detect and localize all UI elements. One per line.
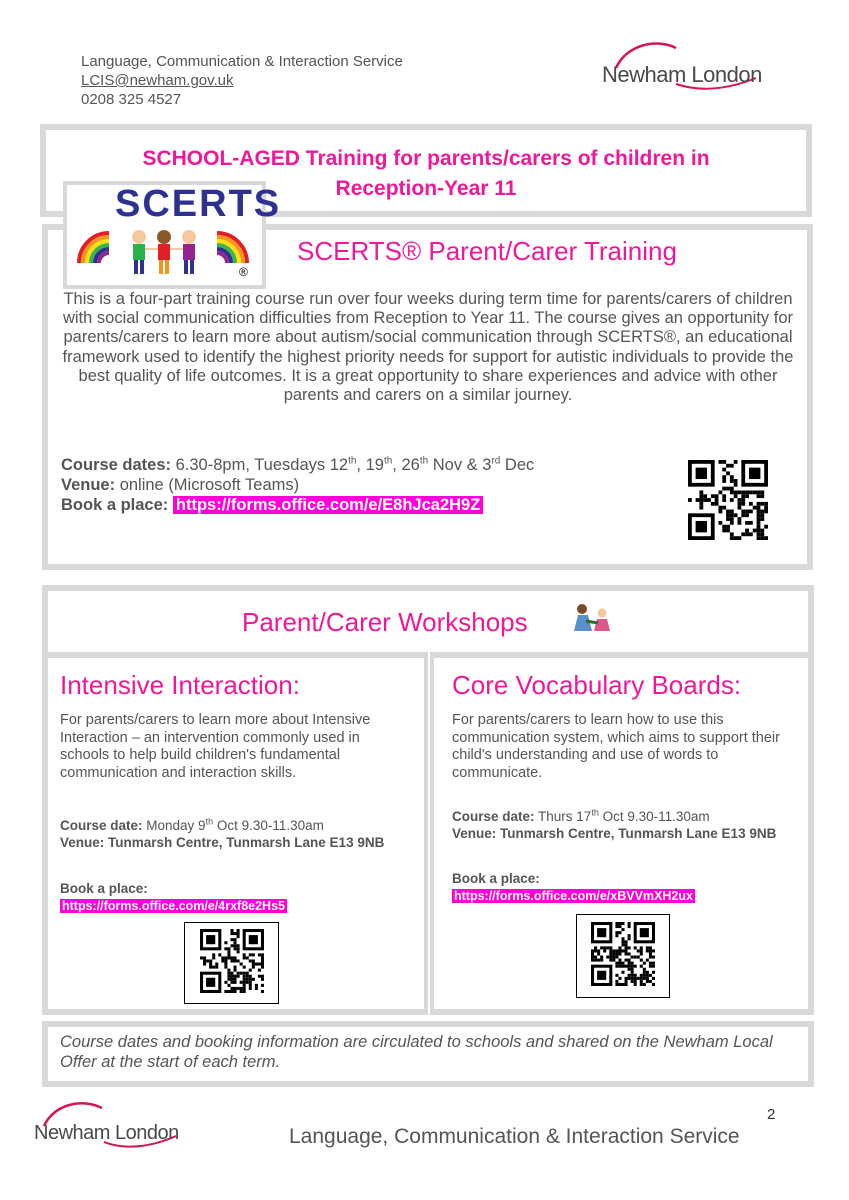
scerts-qr-code-icon[interactable] [688, 460, 768, 540]
course-dates-text: Dec [500, 456, 535, 474]
intensive-interaction-date [60, 817, 410, 834]
course-date-text: Monday 9 [142, 818, 206, 833]
intensive-interaction-booking [60, 880, 287, 915]
phone-number: 0208 325 4527 [81, 91, 182, 108]
email-link[interactable]: LCIS@newham.gov.uk [81, 72, 234, 89]
core-vocabulary-description: For parents/carers to learn how to use this communication system, which aims to support their child's understanding and use of words to communicate. [452, 712, 780, 781]
venue-text: Venue: Tunmarsh Centre, Tunmarsh Lane E13 9NB [60, 835, 385, 850]
ordinal-suffix: th [383, 455, 393, 467]
scerts-course-dates [61, 455, 534, 475]
header-contact [81, 52, 403, 109]
scerts-venue [61, 475, 534, 495]
ordinal-suffix: th [348, 455, 357, 467]
core-vocabulary-booking-link[interactable]: https://forms.office.com/e/xBVVmXH2ux [454, 889, 693, 903]
core-vocabulary-booking [452, 870, 695, 905]
core-vocabulary-venue [452, 825, 807, 842]
book-label: Book a place: [60, 881, 148, 896]
scerts-logo-text: SCERTS [115, 183, 282, 225]
newham-logo-bottom [30, 1100, 190, 1156]
scerts-course-details [61, 455, 534, 515]
course-date-text: Oct 9.30-11.30am [213, 818, 324, 833]
venue-text: Venue: Tunmarsh Centre, Tunmarsh Lane E13 9NB [452, 826, 777, 841]
logo-text: Newham London [602, 62, 762, 87]
core-vocabulary-date [452, 808, 807, 825]
ordinal-suffix: th [591, 807, 599, 818]
ordinal-suffix: th [419, 455, 429, 467]
scerts-logo [63, 181, 282, 289]
ordinal-suffix: rd [491, 455, 501, 467]
logo-text: Newham London [34, 1122, 179, 1144]
core-vocabulary-title: Core Vocabulary Boards: [452, 670, 742, 700]
scerts-booking [61, 495, 534, 515]
intensive-interaction-details [60, 817, 410, 851]
footer-service-name: Language, Communication & Interaction Service [289, 1125, 740, 1148]
title-line-2: Reception-Year 11 [335, 177, 517, 200]
scerts-booking-link[interactable]: https://forms.office.com/e/E8hJca2H9Z [173, 496, 483, 514]
book-label: Book a place: [61, 496, 169, 514]
course-dates-text: 6.30-8pm, Tuesdays 12 [171, 456, 349, 474]
title-line-1: SCHOOL-AGED Training for parents/carers of children in [142, 147, 710, 170]
core-vocabulary-details [452, 808, 807, 842]
course-date-label: Course date: [452, 809, 535, 824]
course-dates-label: Course dates: [61, 456, 172, 474]
intensive-interaction-title: Intensive Interaction: [60, 670, 300, 700]
service-name: Language, Communication & Interaction Service [81, 53, 403, 70]
course-date-label: Course date: [60, 818, 143, 833]
intensive-interaction-description: For parents/carers to learn more about Intensive Interaction – an intervention commonly used in schools to help build children's fundamental communication and interaction skills. [60, 712, 371, 781]
page-number: 2 [767, 1106, 776, 1123]
venue-value: online (Microsoft Teams) [115, 476, 300, 494]
scerts-logo-mark: ® [239, 265, 248, 279]
venue-label: Venue: [61, 476, 116, 494]
course-date-text: Thurs 17 [534, 809, 592, 824]
scerts-heading: SCERTS® Parent/Carer Training [297, 236, 677, 266]
course-dates-text: , 19 [356, 456, 384, 474]
ordinal-suffix: th [205, 816, 214, 827]
scerts-description: This is a four-part training course run over four weeks during term time for parents/carers of children with social communication difficulties from Reception to Year 11. The course gives an opportunity for parents/carers to learn more about autism/social communication through SCERTS®, an educational framework used to identify the highest priority needs for support for autistic individuals to provide the best quality of life outcomes. It is a great opportunity to share experiences and advice with other parents and carers on a similar journey. [62, 290, 794, 405]
workshops-heading-text: Parent/Carer Workshops [242, 607, 528, 637]
workshops-column-divider [424, 652, 434, 1015]
newham-logo-top [596, 40, 771, 100]
course-dates-text: , 26 [392, 456, 420, 474]
footer-note: Course dates and booking information are circulated to schools and shared on the Newham Local Offer at the start of each term. [60, 1033, 773, 1071]
course-dates-text: Nov & 3 [428, 456, 492, 474]
workshops-heading [242, 607, 528, 638]
book-label: Book a place: [452, 871, 540, 886]
intensive-interaction-booking-link[interactable]: https://forms.office.com/e/4rxf8e2Hs5 [62, 899, 285, 913]
parent-child-icon [568, 601, 616, 635]
course-date-text: Oct 9.30-11.30am [598, 809, 710, 824]
intensive-interaction-qr-code-icon[interactable] [200, 929, 264, 995]
intensive-interaction-venue [60, 834, 410, 851]
core-vocabulary-qr-code-icon[interactable] [591, 922, 655, 990]
